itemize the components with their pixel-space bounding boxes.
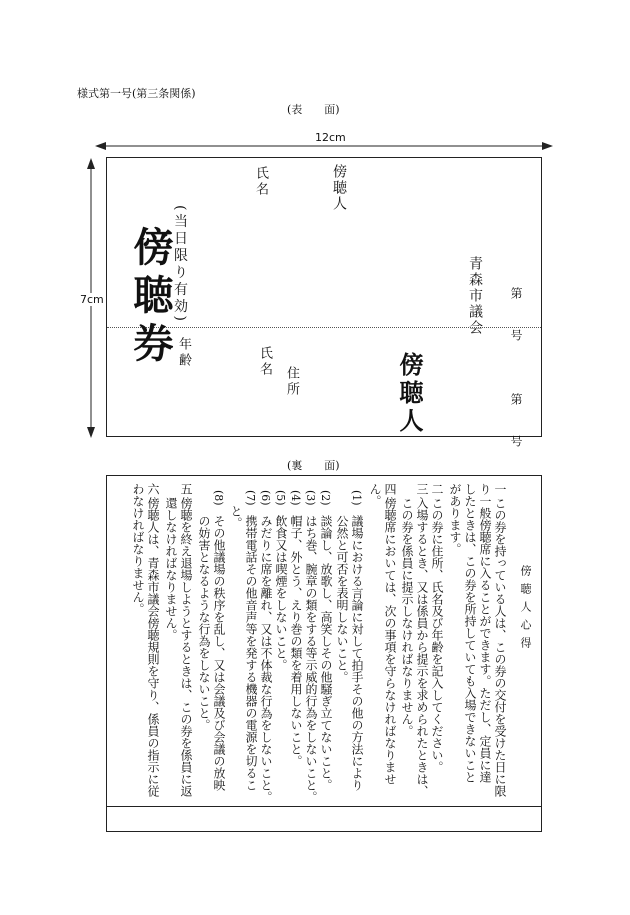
sub-item-3-num: (3): [304, 490, 317, 506]
rule-2-num: 二: [430, 483, 444, 495]
sub-item-2-line-1: 談論し、放歌し、高笑しその他騒ぎ立てないこと。: [319, 515, 333, 791]
rule-1-line-3: したときは、この券を所持していても入場できないこと: [463, 483, 477, 783]
rule-6-num: 六: [146, 483, 160, 495]
rule-3-line-2: この券を係員に提示しなければなりません。: [400, 497, 414, 737]
sub-item-2-num: (2): [319, 490, 332, 506]
sub-item-5-line-1: 飲食又は喫煙をしないこと。: [274, 515, 288, 671]
rule-3-num: 三: [415, 483, 429, 495]
front-side-label: (表 面): [287, 103, 340, 116]
sub-item-4-line-1: 帽子、外とう、えり巻の類を着用しないこと。: [289, 515, 303, 767]
rule-1-line-2: り一般傍聴席に入ることができます。ただし、定員に達: [478, 483, 492, 783]
sub-item-8-line-2: の妨害となるような行為をしないこと。: [197, 515, 211, 731]
sub-item-1-line-2: 公然と可否を表明しないこと。: [335, 515, 349, 683]
sub-item-8-num: (8): [212, 490, 225, 506]
back-side-label: (裏 面): [287, 459, 340, 472]
sub-item-8-line-1: その他議場の秩序を乱し、又は会議及び会議の放映: [212, 515, 226, 791]
rule-4-num: 四: [383, 483, 397, 495]
rule-4-line-2: ん。: [368, 483, 382, 507]
ticket-number: 第 号: [509, 287, 523, 343]
issuer-name: 青森市議会: [467, 256, 483, 336]
rule-2-line-1: この券に住所、氏名及び年齢を記入してください。: [430, 497, 444, 773]
rule-5-line-1: 傍聴を終え退場しようとするときは、この券を係員に返: [179, 497, 193, 797]
holder-label: 傍聴人: [331, 164, 347, 212]
rule-6-line-2: わなければなりません。: [131, 483, 145, 615]
rule-1-line-4: があります。: [448, 483, 462, 555]
sub-item-4-num: (4): [289, 490, 302, 506]
sub-item-3-line-1: はち巻、腕章の類をする等示威的行為をしないこと。: [304, 515, 318, 803]
sub-item-7-num: (7): [244, 490, 257, 506]
back-heading: 傍聴人心得: [519, 565, 532, 655]
stub-address-label: 住所: [284, 366, 299, 398]
rule-3-line-1: 入場するとき、又は係員から提示を求められたときは、: [415, 497, 429, 797]
sub-item-7-line-2: と。: [229, 505, 243, 529]
stub-title: 傍聴人: [395, 352, 424, 436]
sub-item-7-line-1: 携帯電話その他音声等を発する機器の電源を切るこ: [244, 515, 258, 791]
stub-number: 第 号: [509, 393, 523, 449]
rule-1-num: 一: [493, 483, 507, 495]
sub-item-6-num: (6): [259, 490, 272, 506]
sub-item-1-num: (1): [350, 490, 363, 506]
width-label: 12cm: [315, 131, 346, 144]
rule-5-line-2: 還しなければなりません。: [164, 497, 178, 641]
rule-5-num: 五: [179, 483, 193, 495]
stub-name-label: 氏名: [257, 346, 272, 378]
rule-4-line-1: 傍聴席においては、次の事項を守らなければなりませ: [383, 497, 397, 785]
height-dimension-arrow: [0, 0, 120, 450]
back-card-bottom-rule: [106, 806, 542, 807]
validity-note: (当日限り有効): [172, 205, 188, 324]
sub-item-5-num: (5): [274, 490, 287, 506]
rule-6-line-1: 傍聴人は、青森市議会傍聴規則を守り、係員の指示に従: [146, 497, 160, 797]
form-label: 様式第一号(第三条関係): [77, 87, 196, 100]
rule-1-line-1: この券を持っている人は、この券の交付を受けた日に限: [493, 497, 507, 797]
sub-item-6-line-1: みだりに席を離れ、又は不体裁な行為をしないこと。: [259, 515, 273, 803]
sub-item-1-line-1: 議場における言論に対して拍手その他の方法により: [350, 515, 364, 791]
holder-name-label: 氏名: [253, 166, 268, 198]
stub-age-label: 年齢: [176, 337, 191, 369]
height-label: 7cm: [80, 293, 104, 306]
